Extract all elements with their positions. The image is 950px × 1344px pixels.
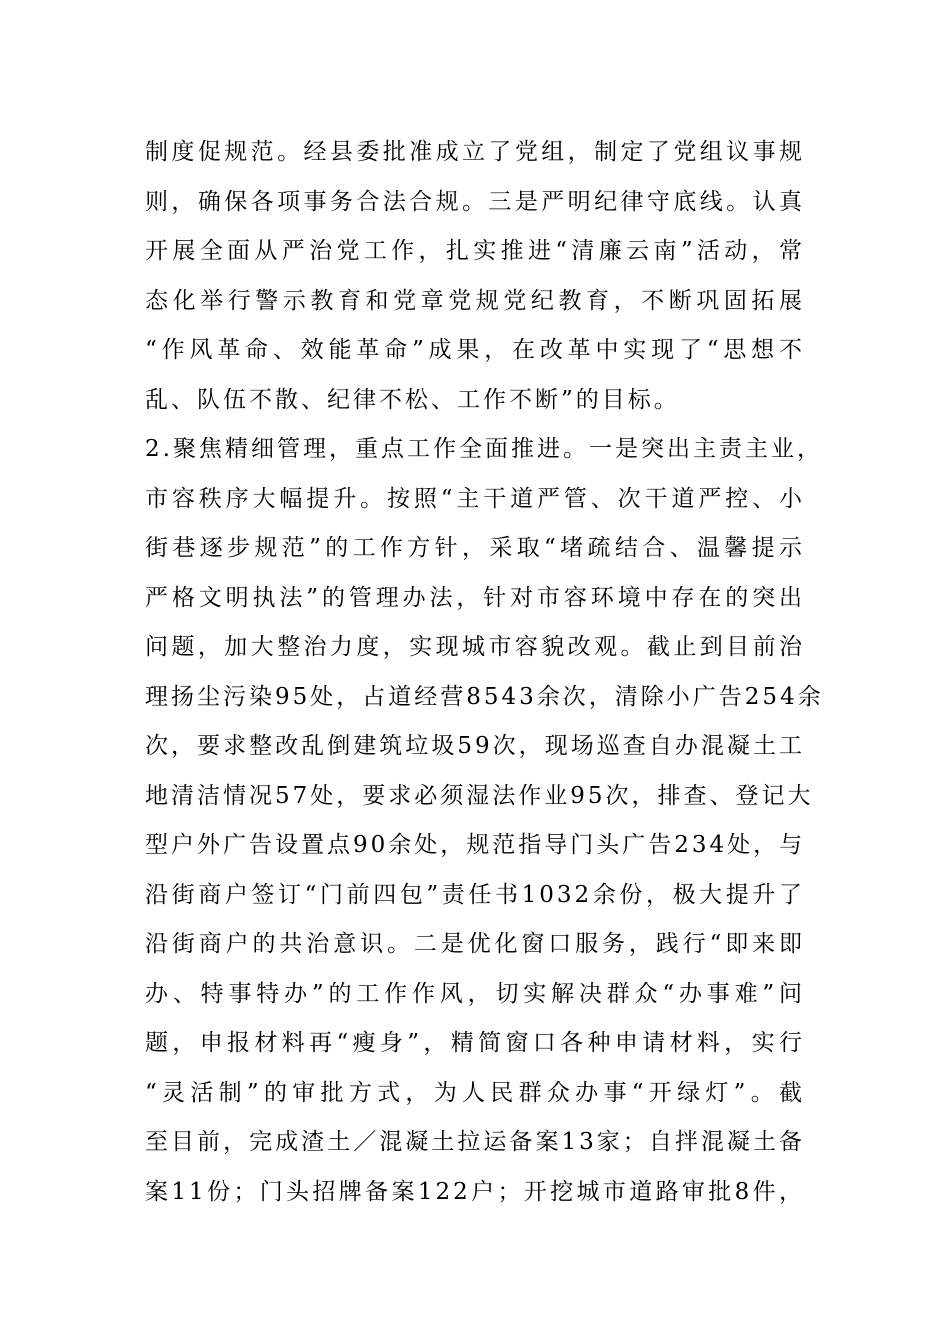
text-line-10: 严格文明执法”的管理办法，针对市容环境中存在的突出 — [145, 584, 805, 611]
text-line-5: “作风革命、效能革命”成果，在改革中实现了“思想不 — [145, 337, 805, 363]
text-line-7: 2.聚焦精细管理，重点工作全面推进。一是突出主责主业， — [145, 436, 823, 462]
text-line-19: 题，申报材料再“瘦身”，精简窗口各种申请材料，实行 — [145, 1030, 805, 1056]
text-line-11: 问题，加大整治力度，实现城市容貌改观。截止到目前治 — [145, 634, 805, 660]
text-line-20: “灵活制”的审批方式，为人民群众办事“开绿灯”。截 — [145, 1079, 805, 1106]
text-line-8: 市容秩序大幅提升。按照“主干道严管、次干道严控、小 — [145, 485, 805, 512]
text-line-13: 次，要求整改乱倒建筑垃圾59次，现场巡查自办混凝土工 — [145, 733, 805, 759]
text-line-17: 沿街商户的共治意识。二是优化窗口服务，践行“即来即 — [145, 931, 805, 957]
text-line-4: 态化举行警示教育和党章党规党纪教育，不断巩固拓展 — [145, 287, 805, 314]
text-line-21: 至目前，完成渣土／混凝土拉运备案13家；自拌混凝土备 — [145, 1129, 805, 1155]
text-line-18: 办、特事特办”的工作作风，切实解决群众“办事难”问 — [145, 980, 805, 1007]
text-line-3: 开展全面从严治党工作，扎实推进“清廉云南”活动，常 — [145, 238, 805, 264]
text-line-6: 乱、队伍不散、纪律不松、工作不断”的目标。 — [145, 386, 680, 413]
text-line-12: 理扬尘污染95处，占道经营8543余次，清除小广告254余 — [145, 683, 824, 710]
text-line-1: 制度促规范。经县委批准成立了党组，制定了党组议事规 — [145, 139, 805, 165]
document-body — [145, 128, 824, 1217]
text-line-22: 案11份；门头招牌备案122户；开挖城市道路审批8件， — [145, 1178, 805, 1205]
text-line-14: 地清洁情况57处，要求必须湿法作业95次，排查、登记大 — [145, 782, 814, 809]
text-line-9: 街巷逐步规范”的工作方针，采取“堵疏结合、温馨提示 — [145, 535, 805, 561]
text-line-2: 则，确保各项事务合法合规。三是严明纪律守底线。认真 — [145, 188, 805, 215]
text-line-15: 型户外广告设置点90余处，规范指导门头广告234处，与 — [145, 832, 806, 858]
text-line-16: 沿街商户签订“门前四包”责任书1032余份，极大提升了 — [145, 881, 805, 908]
